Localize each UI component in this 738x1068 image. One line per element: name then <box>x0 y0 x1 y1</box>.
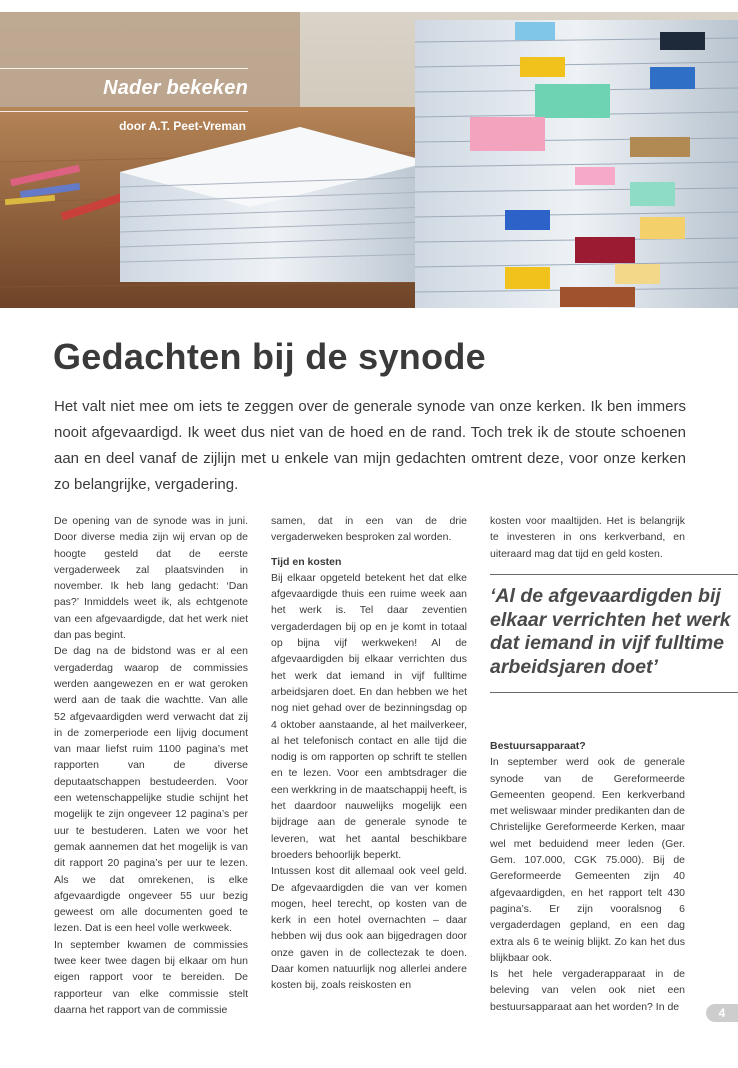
paragraph: Is het hele vergaderapparaat in de beleving van velen ook niet een bestuursapparaat aan het worden? In de <box>490 968 685 1013</box>
section-heading-bestuursapparaat: Bestuursapparaat? <box>490 740 586 752</box>
paragraph: In september kwamen de commissies twee keer twee dagen bij elkaar om hun eigen rapport voor te bereiden. De rapporteur van elke commissie stelt daarna het rapport van de commissie <box>54 938 248 1016</box>
column-3 <box>490 738 685 1015</box>
author-byline: door A.T. Peet-Vreman <box>119 119 246 133</box>
paragraph: De opening van de synode was in juni. Door diverse media zijn wij ervan op de hoogte gesteld dat de eerste vergaderweek zal plaatsvinden in november. Ik heb lang gedacht: ‘Dan pas?’ Inmiddels weet ik, als echtgenote van een afgevaardigde, dat het werk niet dan pas begint. <box>54 515 248 642</box>
paragraph: Bij elkaar opgeteld betekent het dat elke afgevaardigde thuis een ruime week aan het werk is. Tel daar zeventien vergaderdagen bij op en je komt in totaal op bijna vijf werkweken! Al de afgevaardigden bij elkaar verrichten dus het werk dat iemand in vijf fulltime arbeidsjaren doet. En dan hebben we het nog niet gehad over de bezinningsdag op 4 oktober aanstaande, al het mailverkeer, al het telefonisch contact en alle tijd die nodig is om rapporten op schrift te stellen en te lezen. Voor een ambtsdrager die een werkkring in de maatschappij heeft, is het daardoor nauwelijks mogelijk een bijdrage aan de generale synode te leveren, wat het aantal beschikbare broeders behoorlijk beperkt. <box>271 571 467 861</box>
section-heading-tijd-en-kosten: Tijd en kosten <box>271 555 342 568</box>
paper-stacks-illustration <box>0 12 738 308</box>
column-1 <box>54 513 248 1018</box>
paragraph: samen, dat in een van de drie vergaderweken besproken zal worden. <box>271 515 467 544</box>
paragraph: Intussen kost dit allemaal ook veel geld. De afgevaardigden die van ver komen mogen, heel terecht, op kosten van de kerk in een hotel overnachten – daar hebben wij dus ook aan bijgedragen door onze gaven in de collectezak te doen. Daar komen natuurlijk nog allerlei andere kosten bij, zoals reiskosten en <box>271 865 467 992</box>
header-photo <box>0 12 738 308</box>
rubric-title: Nader bekeken <box>103 77 248 99</box>
column-2 <box>271 513 467 994</box>
pull-quote: ‘Al de afgevaardigden bij elkaar verrichten het werk dat iemand in vijf fulltime arbeidsjaren doet’ <box>490 574 738 693</box>
article-lead: Het valt niet mee om iets te zeggen over de generale synode van onze kerken. Ik ben immers nooit afgevaardigd. Ik weet dus niet van de hoed en de rand. Toch trek ik de stoute schoenen aan en deel vanaf de zijlijn met u enkele van mijn gedachten omtrent deze, voor onze kerken zo belangrijke, vergadering. <box>54 398 686 493</box>
paragraph: In september werd ook de generale synode van de Gereformeerde Gemeenten geopend. Een kerkverband met weliswaar minder predikanten dan de Christelijke Gereformeerde Kerken, maar wel met beduidend meer leden (Ger. Gem. 107.000, CGK 75.000). Bij de Gereformeerde Gemeenten zijn 40 afgevaardigden, en het rapport telt 430 pagina’s. Er zijn vooralsnog 6 vergaderdagen gepland, en een dag extra als 6 te weinig blijkt. Zo kan het dus blijkbaar ook. <box>490 756 685 964</box>
paragraph: De dag na de bidstond was er al een vergaderdag waarop de commissies werden aangewezen en er wat geroken werd aan de taak die wachtte. Van alle 52 afgevaardigden werd verwacht dat zij in de zomerperiode een lijvig document van maar liefst ruim 1100 pagina’s met rapporten van de diverse deputaatschappen bestudeerden. Voor een wetenschappelijke studie schijnt het mogelijk te zijn ongeveer 12 pagina’s per uur te bestuderen. Laten we voor het gemak aannemen dat het mogelijk is van dit rapport 20 pagina’s per uur te lezen. Als we dat omrekenen, is elke afgevaardigde ongeveer 55 uur bezig geweest om alle documenten goed te lezen. Dat is een heel volle werkweek. <box>54 645 248 935</box>
article-title: Gedachten bij de synode <box>53 336 486 377</box>
paragraph: kosten voor maaltijden. Het is belangrijk te investeren in ons kerkverband, en uiteraard mag dat tijd en geld kosten. <box>490 515 685 560</box>
page-number: 4 <box>706 1004 738 1022</box>
column-3-intro <box>490 513 685 562</box>
rubric-banner <box>0 68 248 112</box>
